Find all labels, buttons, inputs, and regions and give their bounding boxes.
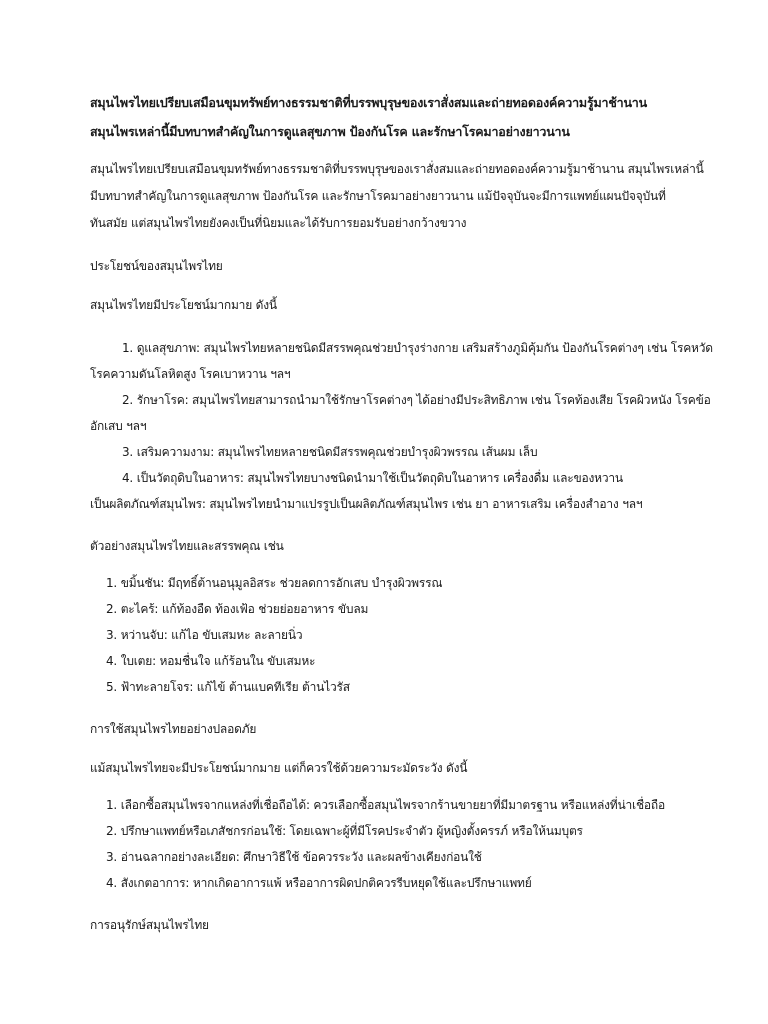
- section-heading-safety: การใช้สมุนไพรไทยอย่างปลอดภัย: [90, 722, 257, 736]
- list-number: 3.: [122, 445, 134, 459]
- list-number: 1.: [106, 798, 118, 812]
- list-item: [90, 622, 730, 648]
- section-heading-conservation: การอนุรักษ์สมุนไพรไทย: [90, 918, 209, 932]
- list-number: 2.: [106, 824, 118, 838]
- list-item-text: หว่านจับ: แก้ไอ ขับเสมหะ ละลายนิ่ว: [120, 628, 303, 642]
- list-item: [90, 818, 730, 844]
- list-item-text: ปรึกษาแพทย์หรือเภสัชกรก่อนใช้: โดยเฉพาะผู้ที่มีโรคประจำตัว ผู้หญิงตั้งครรภ์ หรือให้นมบุตร: [120, 824, 583, 838]
- benefits-lead: สมุนไพรไทยมีประโยชน์มากมาย ดังนี้: [90, 298, 277, 312]
- list-number: 2.: [122, 393, 134, 407]
- list-item-text: รักษาโรค: สมุนไพรไทยสามารถนำมาใช้รักษาโรคต่างๆ ได้อย่างมีประสิทธิภาพ เช่น โรคท้องเสีย โรคผิวหนัง โรคข้อ: [136, 393, 711, 407]
- safety-lead: แม้สมุนไพรไทยจะมีประโยชน์มากมาย แต่ก็ควรใช้ด้วยความระมัดระวัง ดังนี้: [90, 761, 468, 775]
- list-item: [90, 844, 730, 870]
- list-item: [90, 387, 730, 439]
- list-item: [90, 596, 730, 622]
- document-body: [90, 88, 730, 935]
- title-line: สมุนไพรเหล่านี้มีบทบาทสำคัญในการดูแลสุขภาพ ป้องกันโรค และรักษาโรคมาอย่างยาวนาน: [90, 124, 570, 139]
- list-item-text: ใบเตย: หอมชื่นใจ แก้ร้อนใน ขับเสมหะ: [120, 654, 316, 668]
- list-number: 4.: [106, 654, 118, 668]
- list-item-continuation: อักเสบ ฯลฯ: [90, 419, 147, 433]
- list-item: [90, 439, 730, 465]
- benefits-tail: เป็นผลิตภัณฑ์สมุนไพร: สมุนไพรไทยนำมาแปรรูปเป็นผลิตภัณฑ์สมุนไพร เช่น ยา อาหารเสริม เครื่องสำอาง ฯลฯ: [90, 497, 643, 511]
- section-heading-examples: ตัวอย่างสมุนไพรไทยและสรรพคุณ เช่น: [90, 539, 284, 553]
- document-title: [90, 88, 730, 146]
- list-item-text: ดูแลสุขภาพ: สมุนไพรไทยหลายชนิดมีสรรพคุณช่วยบำรุงร่างกาย เสริมสร้างภูมิคุ้มกัน ป้องกันโรคต่างๆ เช่น โรคหวัด: [136, 341, 713, 355]
- list-item-text: อ่านฉลากอย่างละเอียด: ศึกษาวิธีใช้ ข้อควรระวัง และผลข้างเคียงก่อนใช้: [120, 850, 482, 864]
- examples-list: [90, 570, 730, 700]
- list-item: [90, 465, 730, 491]
- list-item: [90, 792, 730, 818]
- list-number: 4.: [106, 876, 118, 890]
- list-item: [90, 335, 730, 387]
- list-item: [90, 570, 730, 596]
- list-number: 5.: [106, 680, 118, 694]
- title-line: สมุนไพรไทยเปรียบเสมือนขุมทรัพย์ทางธรรมชาติที่บรรพบุรุษของเราสั่งสมและถ่ายทอดองค์ความรู้มาช้านาน: [90, 95, 647, 110]
- section-heading-benefits: ประโยชน์ของสมุนไพรไทย: [90, 259, 223, 273]
- list-item-continuation: โรคความดันโลหิตสูง โรคเบาหวาน ฯลฯ: [90, 367, 291, 381]
- list-item-text: เลือกซื้อสมุนไพรจากแหล่งที่เชื่อถือได้: ควรเลือกซื้อสมุนไพรจากร้านขายยาที่มีมาตรฐาน หรือแหล่งที่น่าเชื่อถือ: [120, 798, 665, 812]
- intro-line: สมุนไพรไทยเปรียบเสมือนขุมทรัพย์ทางธรรมชาติที่บรรพบุรุษของเราสั่งสมและถ่ายทอดองค์ความรู้มาช้านาน สมุนไพรเหล่านี้: [90, 162, 704, 176]
- list-number: 4.: [122, 471, 134, 485]
- list-item-text: ขมิ้นชัน: มีฤทธิ์ต้านอนุมูลอิสระ ช่วยลดการอักเสบ บำรุงผิวพรรณ: [120, 576, 443, 590]
- list-item: [90, 648, 730, 674]
- list-number: 2.: [106, 602, 118, 616]
- list-item-text: ตะไคร้: แก้ท้องอืด ท้องเฟ้อ ช่วยย่อยอาหาร ขับลม: [120, 602, 369, 616]
- list-item-text: เป็นวัตถุดิบในอาหาร: สมุนไพรไทยบางชนิดนำมาใช้เป็นวัตถุดิบในอาหาร เครื่องดื่ม และของหวาน: [136, 471, 623, 485]
- intro-line: มีบทบาทสำคัญในการดูแลสุขภาพ ป้องกันโรค และรักษาโรคมาอย่างยาวนาน แม้ปัจจุบันจะมีการแพทย์แผนปัจจุบันที่: [90, 189, 666, 203]
- benefits-list: [90, 335, 730, 491]
- list-item: [90, 870, 730, 896]
- list-item-text: ฟ้าทะลายโจร: แก้ไข้ ต้านแบคทีเรีย ต้านไวรัส: [120, 680, 350, 694]
- intro-paragraph: [90, 156, 730, 237]
- safety-list: [90, 792, 730, 896]
- list-number: 3.: [106, 628, 118, 642]
- list-number: 1.: [122, 341, 134, 355]
- intro-line: ทันสมัย แต่สมุนไพรไทยยังคงเป็นที่นิยมและได้รับการยอมรับอย่างกว้างขวาง: [90, 216, 467, 230]
- list-item: [90, 674, 730, 700]
- list-item-text: สังเกตอาการ: หากเกิดอาการแพ้ หรืออาการผิดปกติควรรีบหยุดใช้และปรึกษาแพทย์: [120, 876, 532, 890]
- list-number: 1.: [106, 576, 118, 590]
- list-item-text: เสริมความงาม: สมุนไพรไทยหลายชนิดมีสรรพคุณช่วยบำรุงผิวพรรณ เส้นผม เล็บ: [136, 445, 538, 459]
- list-number: 3.: [106, 850, 118, 864]
